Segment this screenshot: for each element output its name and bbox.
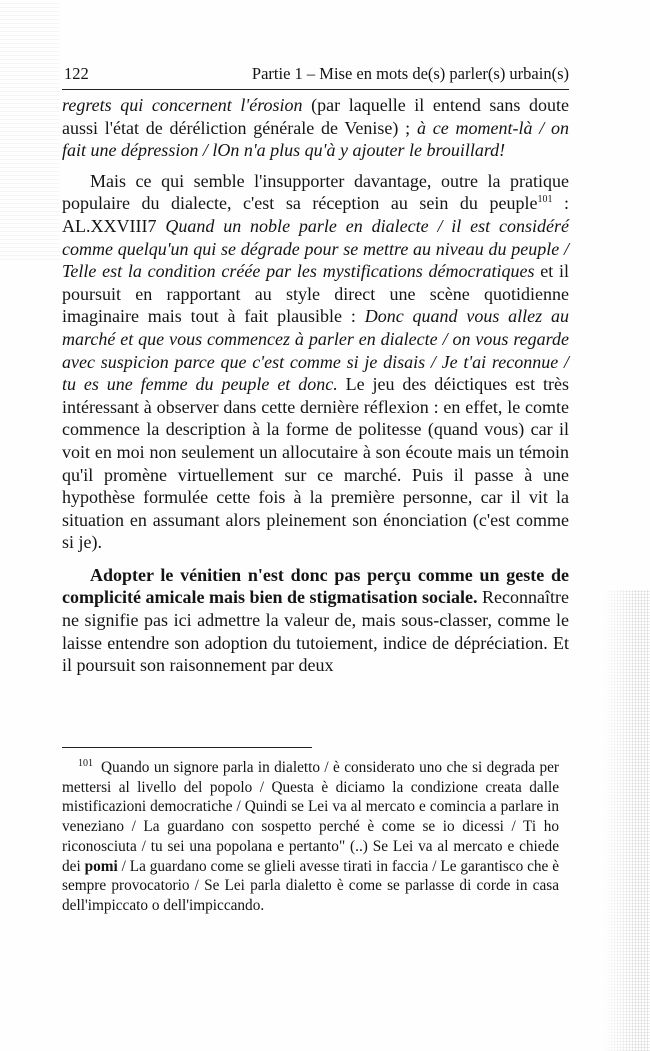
scan-edge-left <box>0 0 60 260</box>
text-run: Le jeu des déictiques est très intéressant à observer dans cette dernière réflexion : en effet, le comte commence la description à la forme de politesse (quand vous) car il voit en moi non seulement un allocutaire à son écoute mais un témoin qu'il promène virtuellement sur ce marché. Puis il passe à une hypothèse formulée cette fois à la première personne, car il vit la situation en assumant alors pleinement son énonciation (c'est comme si je). <box>62 374 570 553</box>
text-run: (par laquelle il entend sans doute aussi l'état de déréliction générale de Venise) ; <box>62 95 569 138</box>
text-run: Reconnaître ne signifie pas ici admettre la valeur de, mais sous-classer, comme le laisse entendre son adoption du tutoiement, indice de dépréciation. Et il poursuit son raisonnement par deux <box>62 587 569 676</box>
footnote-bold: pomi <box>84 857 118 875</box>
bold-thesis: Adopter le vénitien n'est donc pas perçu comme un geste de complicité amicale mais bien de stigmatisation sociale. <box>62 564 569 608</box>
body-text <box>62 94 569 677</box>
page-header <box>62 63 569 90</box>
quote-italic: regrets qui concernent l'érosion <box>62 95 303 115</box>
quote-italic: à ce moment-là / on fait une dépression / lOn n'a plus qu'à y ajouter le brouillard! <box>62 117 569 161</box>
text-run: Mais ce qui semble l'insupporter davantage, outre la pratique populaire du dialecte, c'est sa réception au sein du peuple <box>62 170 569 214</box>
text-run: : AL.XXVIII7 <box>62 193 569 236</box>
quote-italic: Quand un noble parle en dialecte / il est considéré comme quelqu'un qui se dégrade pour se mettre au niveau du peuple / Telle est la condition créée par les mystifications démocratiques <box>62 215 569 282</box>
footnote <box>62 758 559 916</box>
footnote-marker: 101 <box>78 757 93 769</box>
footnote-text: Quando un signore parla in dialetto / è considerato uno che si degrada per mettersi al livello del popolo / Questa è diciamo la condizione creata dalle mistificazioni democratiche / Quindi se Lei va al mercato e comincia a parlare in veneziano / La guardano con sospetto perché è come se io dicessi / Ti ho riconosciuta / tu sei una popolana e pertanto" (..) Se Lei va al mercato e chiede dei <box>62 759 559 875</box>
paragraph-3 <box>62 564 569 677</box>
footnote-divider <box>62 747 312 748</box>
paragraph-2 <box>62 170 569 554</box>
page-number: 122 <box>64 64 89 83</box>
footnote-paragraph <box>62 758 559 916</box>
paragraph-1 <box>62 94 569 162</box>
text-run: et il poursuit en rapportant au style direct une scène quotidienne imaginaire mais tout à fait plausible : <box>62 261 569 327</box>
scan-edge-right <box>602 590 650 1051</box>
footnote-ref: 101 <box>537 194 553 206</box>
footnote-text: / La guardano come se glieli avesse tirati in faccia / Le garantisco che è sempre provocatorio / Se Lei parla dialetto è come se parlasse di corde in casa dell'impiccato o dell'impiccando. <box>62 857 560 914</box>
running-title: Partie 1 – Mise en mots de(s) parler(s) urbain(s) <box>251 64 569 83</box>
quote-italic: Donc quand vous allez au marché et que vous commencez à parler en dialecte / on vous regarde avec suspicion parce que c'est comme si je disais / Je t'ai reconnue / tu es une femme du peuple et donc. <box>62 306 569 395</box>
